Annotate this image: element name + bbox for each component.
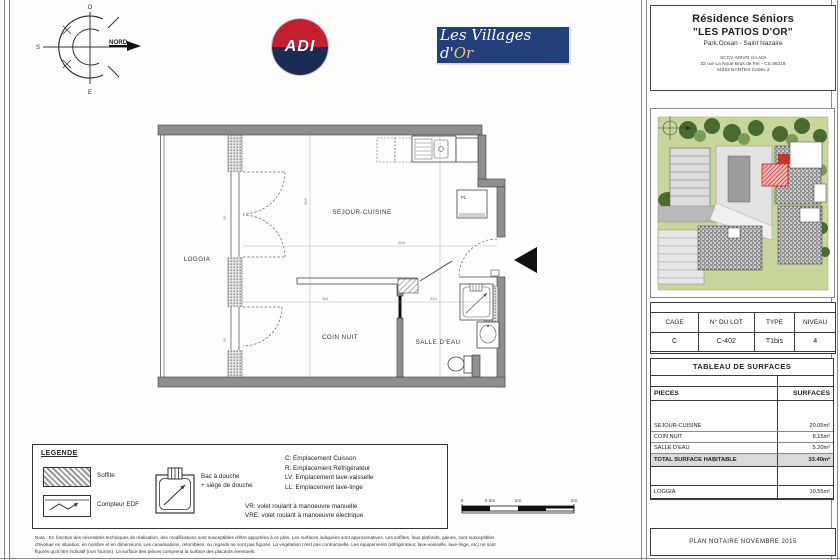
compass-south-letter: S (35, 45, 41, 51)
surfaces-header-surfaces: SURFACES (777, 387, 833, 400)
disclaimer-line1: Nota : En fonction des nécessités techniques de réalisation, des modifications sont susceptibles d'être apportées à ce plan. Les surfaces indiquées sont approximatives. Les soffites, faux plafonds, gaines, sont susceptibles (35, 535, 495, 540)
appliance-code-ll: LL: Emplacement lave-linge (285, 483, 363, 491)
scale-tick-2: 2m (570, 499, 578, 504)
legend-box (32, 444, 448, 529)
plan-notaire-label: PLAN NOTAIRE NOVEMBRE 2015 (689, 539, 797, 545)
placard-closet (457, 190, 487, 218)
compass-rose (25, 2, 143, 97)
svg-text:361: 361 (322, 296, 329, 301)
shower-label-line2: + siège de douche (201, 482, 253, 489)
developer-street: 32 rue La Noue Bras de Fer - CS 86316 (700, 62, 786, 67)
surface-total-value: 33.40m² (777, 454, 833, 466)
lot-header-numero: N° DU LOT (699, 313, 755, 333)
site-road (658, 206, 716, 222)
lot-value-numero: C-402 (699, 332, 755, 352)
kitchen-cabinet (456, 138, 478, 162)
scale-tick-1: 1m (514, 499, 522, 504)
surfaces-table (650, 376, 834, 500)
adi-logo-text: ADI (284, 38, 316, 55)
svg-text:VR: VR (223, 215, 227, 220)
shutter-code-vr: VR: volet roulant à manoeuvre manuelle (245, 503, 358, 510)
sheet-border-bottom (0, 558, 840, 559)
residence-location: Park.Ocean - Saint Nazaire (703, 40, 783, 47)
surface-total-row (651, 454, 833, 467)
surface-row-coin-nuit (651, 432, 833, 443)
shutter-labels (223, 215, 227, 342)
disclaimer-line2: d'évoluer en situation, en nombre et en dimensions. Les canalisations, retombées, ou regards ne sont pas figurés. La végétation n'est pas contractuelle. Les équipements (réfrigérateur, lave-vaisselle, lave-linge, etc) ne sont (35, 542, 496, 547)
adi-logo (272, 19, 328, 75)
surface-total-label: TOTAL SURFACE HABITABLE (654, 457, 737, 463)
surface-value: 10.55m² (777, 486, 833, 498)
soffite-label: Soffite (97, 472, 115, 479)
sheet-border-left-outer (4, 0, 5, 560)
lot-table-header-row (651, 313, 836, 333)
entry-arrow-icon (514, 247, 537, 273)
residence-name: "LES PATIOS D'OR" (693, 27, 793, 38)
appliance-code-lv: LV: Emplacement lave-vaisselle (285, 474, 374, 481)
lot-table-value-row (651, 332, 836, 352)
surface-label: LOGGIA (654, 489, 676, 495)
floor-plan (110, 110, 540, 400)
column-separator-right (646, 0, 647, 560)
villages-dor-logo-text: Les Villages d'Or (437, 26, 569, 64)
surface-row-loggia (651, 485, 833, 499)
residence-title: Résidence Séniors (692, 13, 794, 25)
room-labels (184, 209, 461, 346)
compass-east-letter: E (87, 90, 93, 96)
sheet-border-left-inner (9, 0, 10, 560)
soffite-swatch-icon (43, 467, 91, 487)
surface-value: 5.20m² (777, 443, 833, 453)
lot-header-type: TYPE (754, 313, 795, 333)
sheet-border-right-outer (837, 0, 838, 560)
lot-identification-table (650, 302, 836, 354)
north-arrow-icon (127, 41, 141, 51)
surface-row-sejour (651, 421, 833, 432)
appliance-code-c: C: Emplacement Cuisson (285, 455, 357, 462)
disclaimer-line3: figurés qu'à titre indicatif (non fournis). La surface des pièces comprend la surface des placards éventuels. (35, 549, 256, 554)
coin-nuit-door-opening (227, 307, 243, 350)
surfaces-title: TABLEAU DE SURFACES (650, 358, 834, 376)
column-separator-left (641, 0, 642, 560)
salle-eau-label: SALLE D'EAU (415, 339, 461, 346)
surface-label: SALLE D'EAU (654, 445, 690, 451)
surfaces-header-pieces: PIECES (654, 390, 679, 397)
shower-label-line1: Bac à douche (201, 473, 240, 480)
lot-value-cage: C (651, 332, 699, 352)
legend-title: LEGENDE (41, 450, 78, 457)
coin-nuit-door-leaf (399, 296, 402, 318)
sejour-door-opening (227, 172, 243, 257)
svg-text:303: 303 (303, 198, 308, 205)
surface-value: 20.05m² (777, 421, 833, 431)
site-plan-map (650, 108, 835, 298)
scale-bar (452, 494, 578, 520)
sejour-cuisine-label: SEJOUR-CUISINE (332, 209, 392, 216)
plan-notaire-box (650, 528, 836, 556)
lot-value-niveau: 4 (795, 332, 836, 352)
site-unit-highlight-solid (778, 154, 790, 164)
loggia-label: LOGGIA (183, 256, 211, 263)
lot-value-type: T1bis (754, 332, 795, 352)
shutter-codes (245, 502, 363, 520)
scale-tick-05: 0.5m (484, 499, 496, 504)
surfaces-header-row (651, 386, 833, 401)
lot-header-cage: CAGE (651, 313, 699, 333)
svg-text:344: 344 (430, 296, 437, 301)
soffite-hatch (398, 279, 418, 293)
appliance-codes (285, 454, 374, 492)
surface-label: SEJOUR-CUISINE (654, 423, 702, 429)
surface-label: COIN NUIT (654, 434, 683, 440)
scale-tick-0: 0 (460, 499, 464, 504)
villages-dor-logo (437, 27, 571, 65)
placard-label: PL. (461, 195, 468, 200)
surface-value: 8.15m² (777, 432, 833, 442)
svg-text:403: 403 (398, 240, 405, 245)
compteur-edf-label: Compteur EDF (97, 501, 139, 508)
svg-text:VR: VR (223, 337, 227, 342)
coin-nuit-label: COIN NUIT (321, 334, 359, 341)
kitchen-appliance-slots (377, 138, 412, 162)
toilet (448, 356, 472, 373)
appliance-code-r: R: Emplacement Réfrigérateur (285, 464, 371, 472)
shower-tray-icon (155, 467, 195, 515)
shutter-code-vre: VRE: volet roulant à manoeuvre électrique (245, 512, 364, 519)
compass-west-letter: O (87, 5, 93, 11)
bathroom-door-leaf (420, 261, 452, 281)
lot-header-niveau: NIVEAU (795, 313, 836, 333)
surfaces-panel (650, 358, 834, 500)
disclaimer-note (35, 534, 631, 555)
dimension-lines (242, 135, 500, 377)
developer-city: 44263 NANTES Cedex 2 (716, 68, 770, 73)
kitchen-sink (412, 136, 456, 162)
surface-row-salle-eau (651, 443, 833, 454)
project-title-box (650, 5, 836, 91)
edf-meter-icon (43, 495, 91, 517)
washbasin (477, 322, 499, 348)
compass-north-label: NORD (109, 39, 128, 46)
site-unit-highlight (762, 164, 788, 186)
site-building-left (670, 148, 710, 210)
developer-name: SCCV ADIVO c/o ADI (719, 56, 767, 61)
